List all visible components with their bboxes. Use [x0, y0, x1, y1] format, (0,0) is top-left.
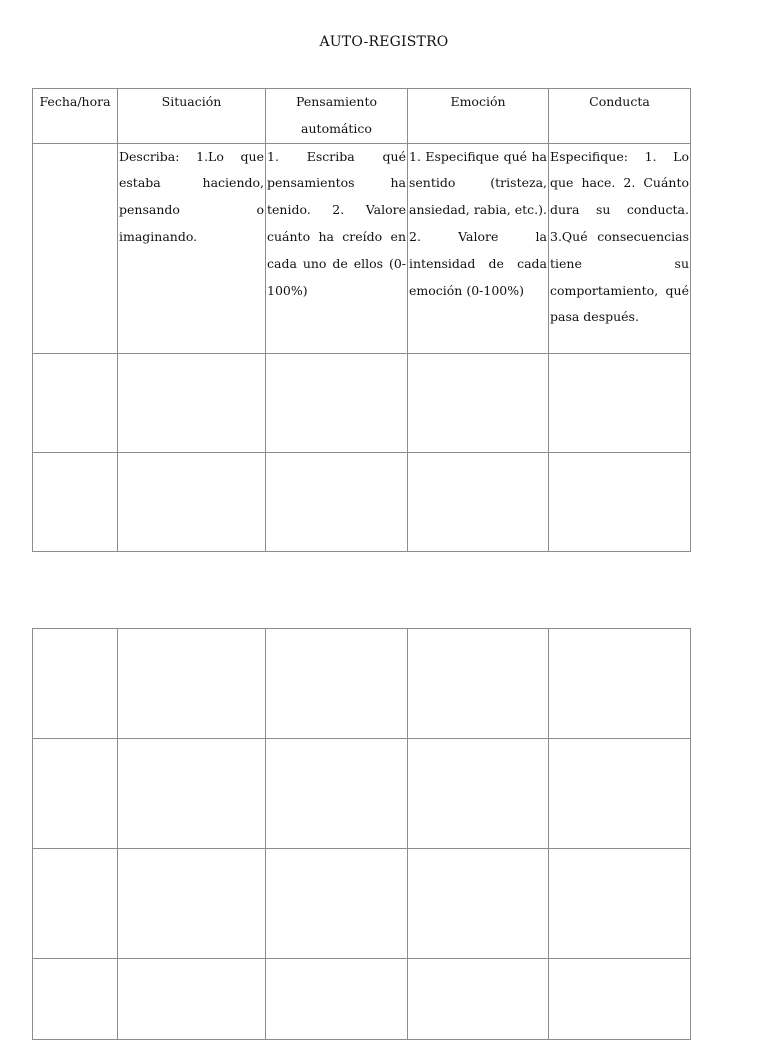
instruction-situacion-text: Describa: 1.Lo que estaba haciendo, pensando o imaginando. [119, 148, 264, 244]
entry-conducta-cell[interactable] [549, 739, 691, 849]
entry-fecha-cell[interactable] [33, 849, 118, 959]
instruction-conducta-cell [549, 143, 691, 353]
entry-situacion-cell[interactable] [118, 629, 266, 739]
header-fecha-hora: Fecha/hora [33, 89, 118, 144]
table-row [33, 629, 691, 739]
instruction-emocion-cell [408, 143, 549, 353]
entry-pensamiento-cell[interactable] [266, 629, 408, 739]
entry-pensamiento-cell[interactable] [266, 959, 408, 1040]
instruction-fecha-cell[interactable] [33, 143, 118, 353]
entry-conducta-cell[interactable] [549, 849, 691, 959]
instruction-situacion-cell [118, 143, 266, 353]
header-emocion: Emoción [408, 89, 549, 144]
table-row [33, 739, 691, 849]
table-row [33, 353, 691, 452]
entry-emocion-cell[interactable] [408, 739, 549, 849]
entry-pensamiento-cell[interactable] [266, 849, 408, 959]
header-conducta: Conducta [549, 89, 691, 144]
entry-conducta-cell[interactable] [549, 452, 691, 551]
page-title: AUTO-REGISTRO [319, 34, 449, 50]
entry-pensamiento-cell[interactable] [266, 452, 408, 551]
entry-fecha-cell[interactable] [33, 353, 118, 452]
auto-registro-continuation-table [32, 628, 691, 1040]
entry-situacion-cell[interactable] [118, 353, 266, 452]
entry-pensamiento-cell[interactable] [266, 739, 408, 849]
auto-registro-table [32, 88, 691, 552]
entry-conducta-cell[interactable] [549, 353, 691, 452]
entry-emocion-cell[interactable] [408, 629, 549, 739]
entry-fecha-cell[interactable] [33, 959, 118, 1040]
entry-fecha-cell[interactable] [33, 452, 118, 551]
instruction-conducta-text: Especifique: 1. Lo que hace. 2. Cuánto dura su conducta. 3.Qué consecuencias tiene su comportamiento, qué pasa después. [550, 148, 689, 325]
entry-emocion-cell[interactable] [408, 353, 549, 452]
entry-situacion-cell[interactable] [118, 452, 266, 551]
entry-situacion-cell[interactable] [118, 739, 266, 849]
entry-conducta-cell[interactable] [549, 629, 691, 739]
entry-fecha-cell[interactable] [33, 629, 118, 739]
entry-fecha-cell[interactable] [33, 739, 118, 849]
instructions-row [33, 143, 691, 353]
table-row [33, 452, 691, 551]
instruction-emocion-text: 1. Especifique qué ha sentido (tristeza, ansiedad, rabia, etc.). 2. Valore la intensidad de cada emoción (0-100%) [409, 148, 547, 298]
entry-situacion-cell[interactable] [118, 959, 266, 1040]
header-pensamiento-automatico: Pensamiento automático [266, 89, 408, 144]
instruction-pensamiento-text: 1. Escriba qué pensamientos ha tenido. 2. Valore cuánto ha creído en cada uno de ellos (0-100%) [267, 148, 406, 298]
header-row [33, 89, 691, 144]
table-row [33, 849, 691, 959]
table-row [33, 959, 691, 1040]
entry-emocion-cell[interactable] [408, 849, 549, 959]
entry-pensamiento-cell[interactable] [266, 353, 408, 452]
header-situacion: Situación [118, 89, 266, 144]
entry-conducta-cell[interactable] [549, 959, 691, 1040]
entry-situacion-cell[interactable] [118, 849, 266, 959]
entry-emocion-cell[interactable] [408, 959, 549, 1040]
entry-emocion-cell[interactable] [408, 452, 549, 551]
instruction-pensamiento-cell [266, 143, 408, 353]
